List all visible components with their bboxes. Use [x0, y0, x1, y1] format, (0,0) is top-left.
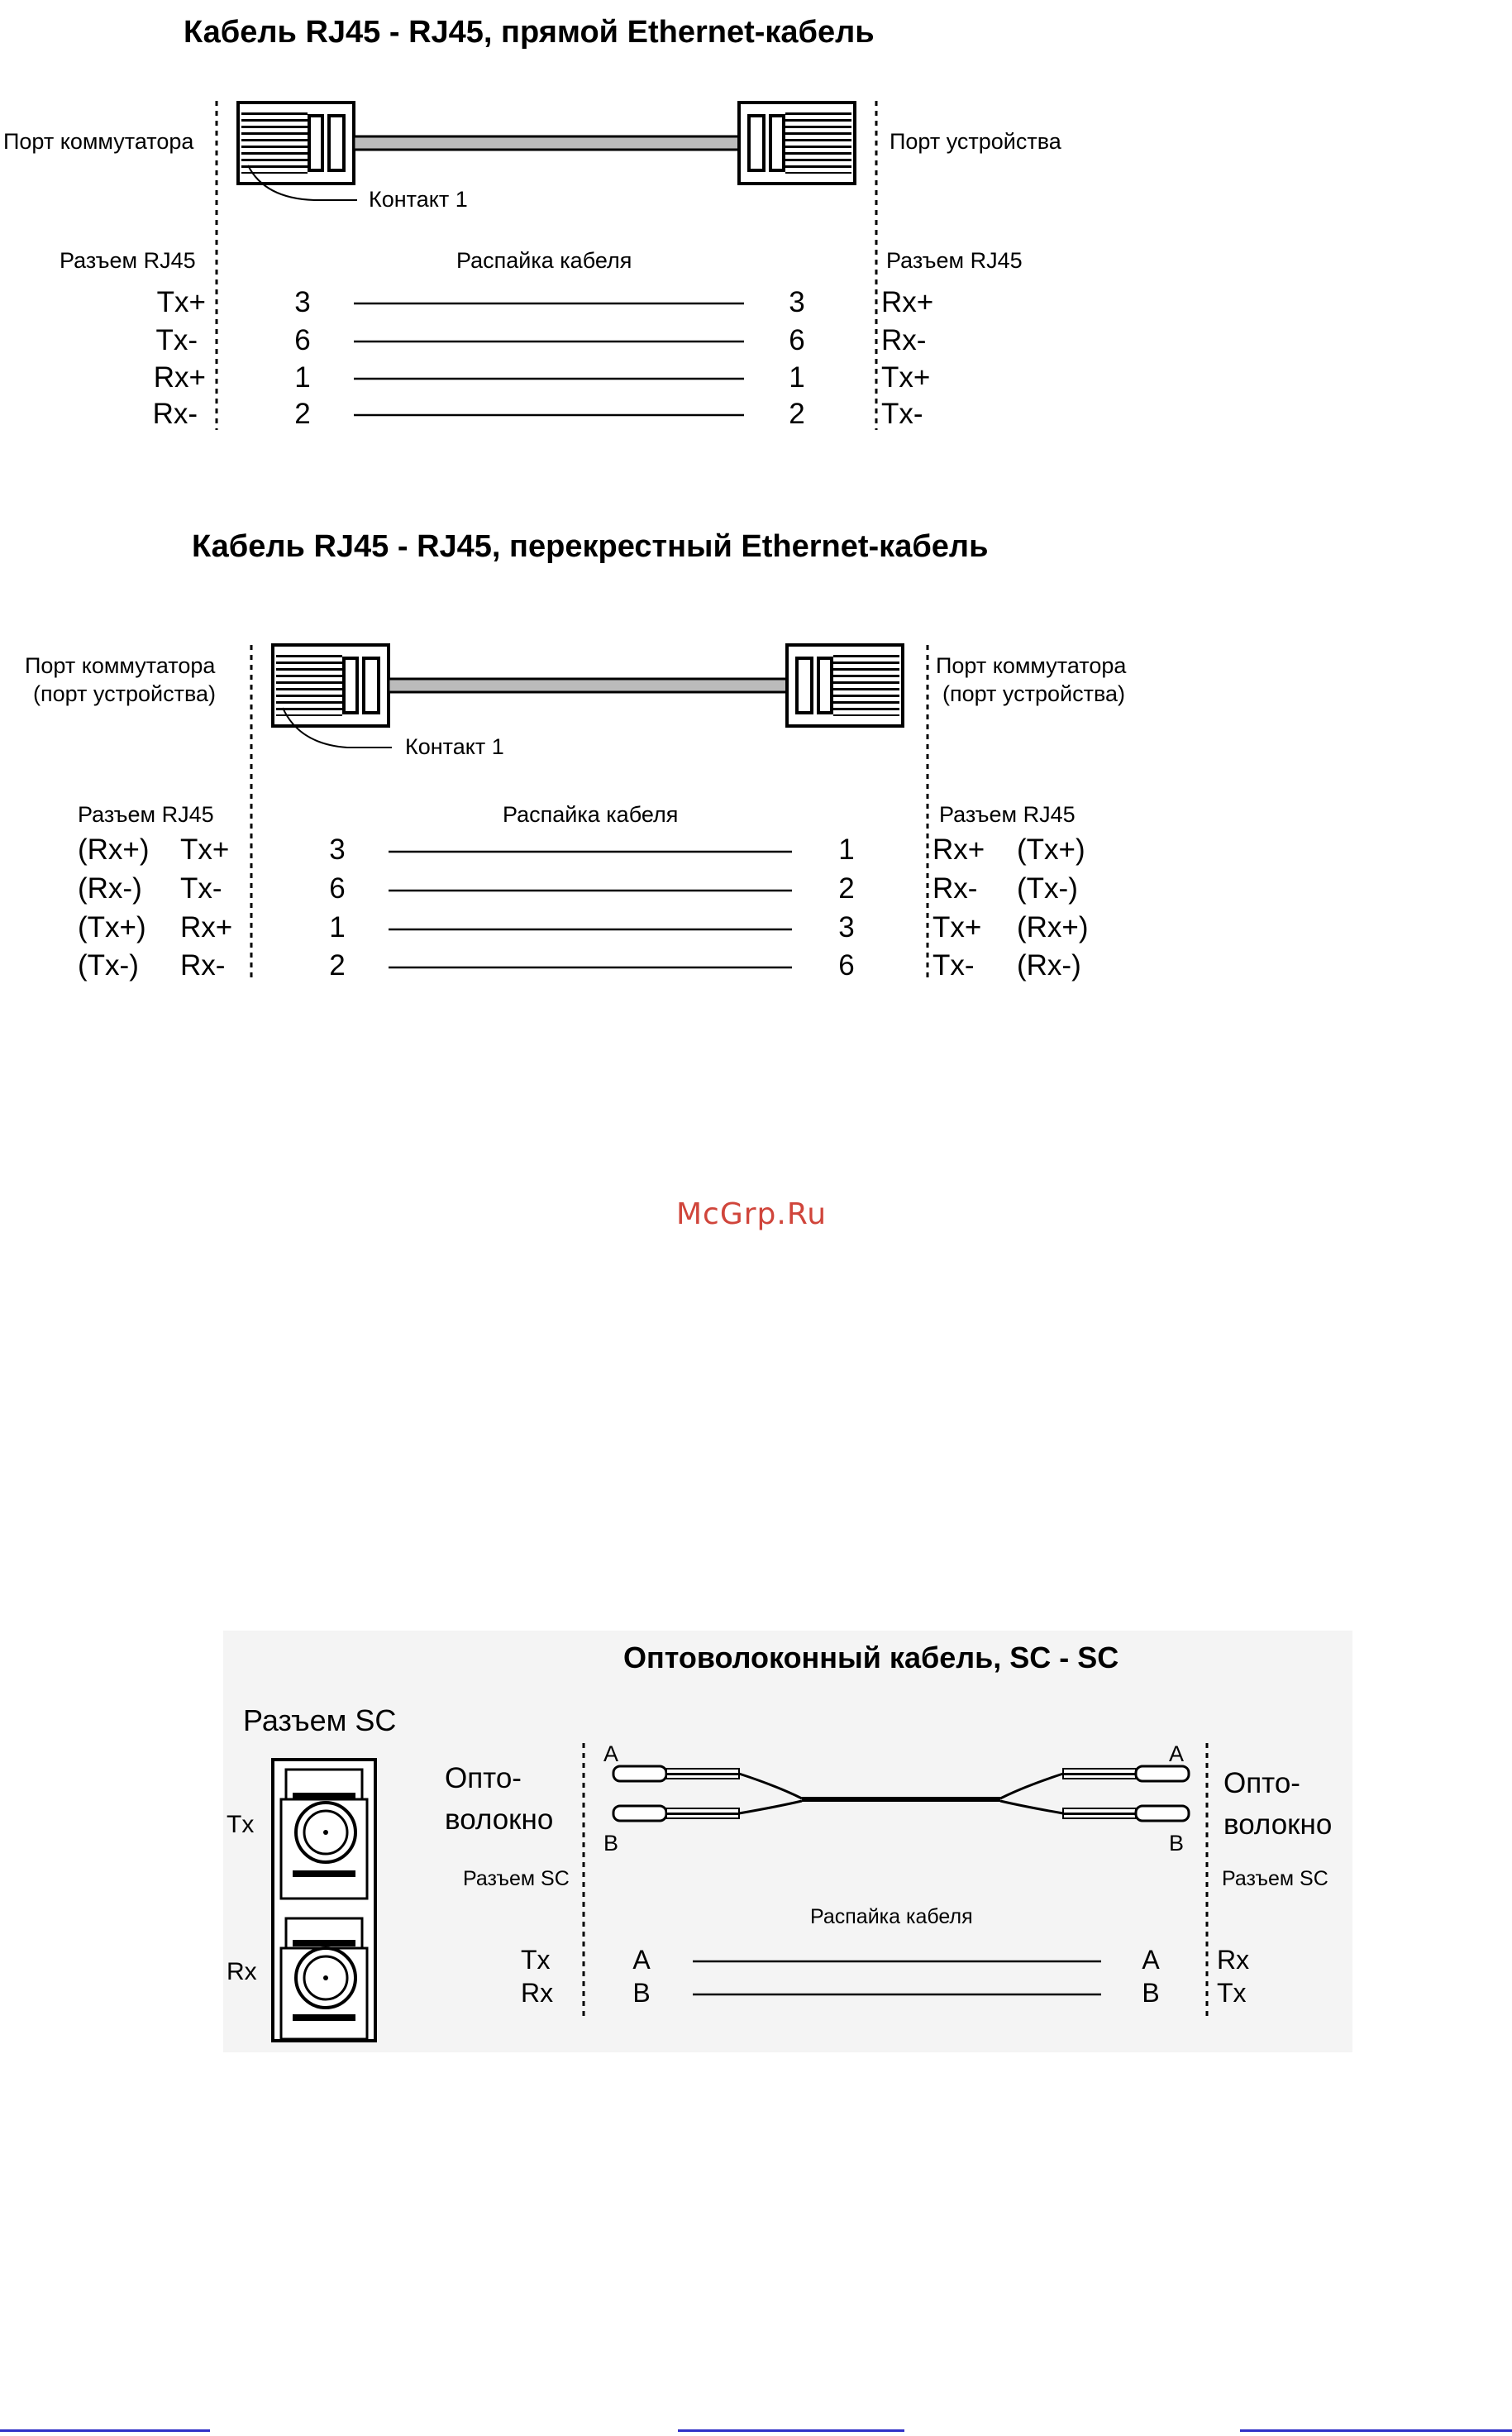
left-signal: Rx- [180, 949, 226, 982]
left-signal: Tx [521, 1945, 551, 1975]
sc-connector-label: Разъем SC [243, 1703, 397, 1737]
fiber-title: Оптоволоконный кабель, SC - SC [623, 1641, 1119, 1674]
right-signal: Tx+ [932, 911, 982, 943]
left-port-label-line1: Порт коммутатора [25, 653, 216, 678]
right-pin: 3 [838, 911, 855, 943]
right-pin: 6 [838, 949, 855, 982]
crossover-title: Кабель RJ45 - RJ45, перекрестный Ethernet-кабель [192, 529, 989, 564]
left-alt-signal: (Tx-) [78, 949, 139, 982]
right-pin: 1 [789, 361, 805, 394]
right-connector-label: Разъем RJ45 [886, 248, 1023, 273]
left-signal: Tx- [155, 324, 198, 356]
right-signal: Rx- [932, 872, 978, 905]
left-signal: Rx+ [153, 361, 206, 394]
right-signal: Rx [1217, 1945, 1250, 1975]
right-pin: B [1142, 1978, 1160, 2008]
right-pin: 6 [789, 324, 805, 356]
right-signal: Tx- [881, 398, 923, 430]
left-rj45-plug-icon [238, 103, 354, 184]
left-port-label: Порт коммутатора [3, 129, 194, 154]
left-signal: Tx+ [180, 833, 230, 866]
end-b-left: B [603, 1831, 619, 1856]
crossover-cable-line [389, 679, 787, 692]
pinout-label: Распайка кабеля [503, 802, 679, 827]
left-pin: 3 [329, 833, 346, 866]
right-pin: A [1142, 1945, 1160, 1975]
right-rj45-plug-icon [739, 103, 855, 184]
right-port-label-line1: Порт коммутатора [936, 653, 1127, 678]
left-alt-signal: (Rx-) [78, 872, 142, 905]
right-alt-signal: (Tx-) [1017, 872, 1078, 905]
left-signal: Rx- [152, 398, 198, 430]
right-port-label: Порт устройства [890, 129, 1061, 154]
left-signal: Rx+ [180, 911, 233, 943]
right-connector-label: Разъем SC [1222, 1867, 1328, 1890]
left-alt-signal: (Tx+) [78, 911, 146, 943]
right-signal: Tx- [932, 949, 975, 982]
left-port-label-line2: (порт устройства) [33, 681, 217, 706]
left-signal: Rx [521, 1978, 554, 2008]
left-connector-label: Разъем RJ45 [78, 802, 214, 827]
right-signal: Rx+ [881, 286, 934, 318]
left-pin: 6 [329, 872, 346, 905]
right-signal: Rx+ [932, 833, 985, 866]
straight-title: Кабель RJ45 - RJ45, прямой Ethernet-кабель [184, 15, 875, 50]
left-pin: 3 [294, 286, 311, 318]
footer-link-underline[interactable] [1240, 2429, 1512, 2432]
left-signal: Tx+ [156, 286, 206, 318]
watermark-link[interactable]: McGrp.Ru [676, 1197, 828, 1231]
left-pin: 6 [294, 324, 311, 356]
left-connector-label: Разъем RJ45 [60, 248, 196, 273]
sc-connector-icon [273, 1760, 375, 2041]
left-pin: 1 [294, 361, 311, 394]
left-rj45-plug-icon [273, 645, 389, 726]
end-a-right: A [1169, 1741, 1185, 1766]
left-signal: Tx- [180, 872, 222, 905]
end-a-left: A [603, 1741, 619, 1766]
right-alt-signal: (Rx-) [1017, 949, 1081, 982]
fiber-left-label-line2: волокно [445, 1803, 554, 1836]
fiber-right-label-line2: волокно [1223, 1808, 1333, 1841]
right-port-label-line2: (порт устройства) [942, 681, 1126, 706]
rx-label: Rx [227, 1958, 257, 1985]
straight-cable-line [354, 136, 739, 150]
right-pin: 2 [838, 872, 855, 905]
left-pin: 2 [329, 949, 346, 982]
left-connector-label: Разъем SC [463, 1867, 570, 1890]
left-alt-signal: (Rx+) [78, 833, 150, 866]
right-pin: 3 [789, 286, 805, 318]
right-signal: Tx [1217, 1978, 1247, 2008]
left-pin: A [632, 1945, 651, 1975]
left-pin: 1 [329, 911, 346, 943]
left-pin: 2 [294, 398, 311, 430]
right-signal: Rx- [881, 324, 927, 356]
fiber-left-label-line1: Опто- [445, 1762, 522, 1794]
left-pin: B [632, 1978, 651, 2008]
right-rj45-plug-icon [787, 645, 903, 726]
footer-link-underline[interactable] [0, 2429, 210, 2432]
right-alt-signal: (Tx+) [1017, 833, 1085, 866]
right-signal: Tx+ [881, 361, 931, 394]
right-pin: 1 [838, 833, 855, 866]
fiber-right-label-line1: Опто- [1223, 1767, 1300, 1799]
contact-label: Контакт 1 [405, 734, 504, 759]
right-alt-signal: (Rx+) [1017, 911, 1089, 943]
footer-link-underline[interactable] [678, 2429, 904, 2432]
right-pin: 2 [789, 398, 805, 430]
pinout-label: Распайка кабеля [456, 248, 632, 273]
tx-label: Tx [227, 1811, 255, 1838]
end-b-right: B [1169, 1831, 1185, 1856]
right-connector-label: Разъем RJ45 [939, 802, 1076, 827]
pinout-label: Распайка кабеля [810, 1905, 973, 1928]
contact-label: Контакт 1 [369, 187, 468, 212]
